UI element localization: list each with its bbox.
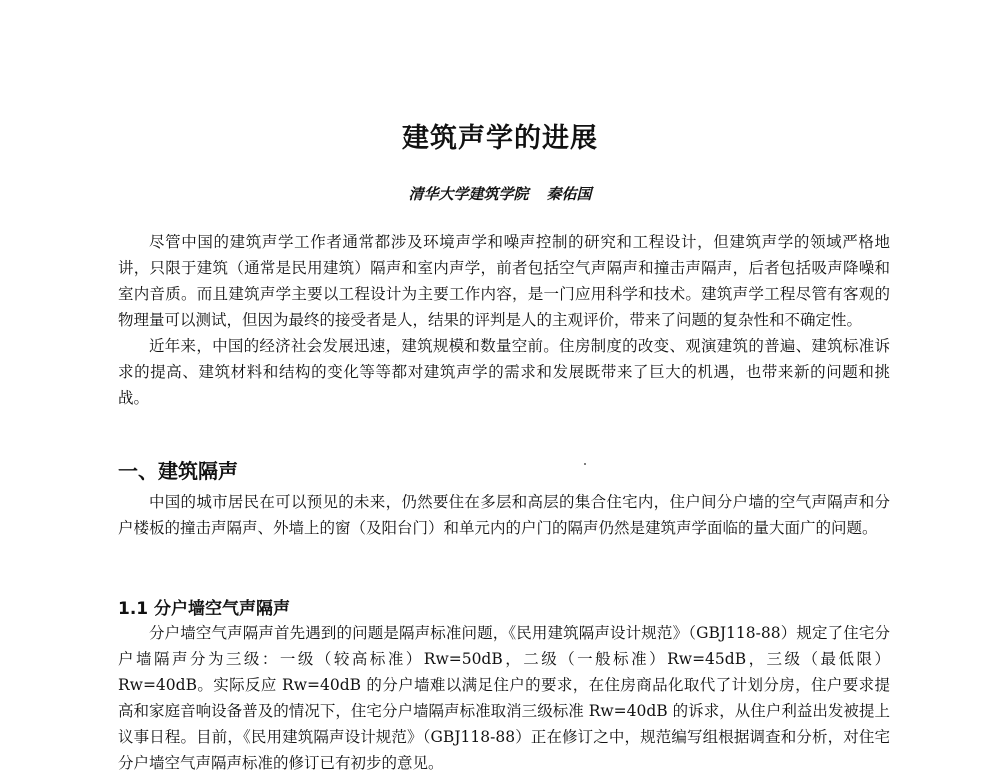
section-paragraph: 中国的城市居民在可以预见的未来，仍然要住在多层和高层的集合住宅内，住户间分户墙的空气声隔声和分户楼板的撞击声隔声、外墙上的窗（及阳台门）和单元内的户门的隔声仍然是建筑声学面临的量大面广的问题。 [118,493,890,537]
scan-speck [584,463,586,465]
byline [0,183,1000,204]
author-name: 秦佑国 [546,185,592,203]
intro-section [118,229,890,411]
section-body [118,489,890,541]
author-affiliation: 清华大学建筑学院 [408,185,529,203]
subsection-body [118,620,890,776]
subsection-heading-partition-wall: 1.1 分户墙空气声隔声 [118,599,291,619]
intro-paragraph: 尽管中国的建筑声学工作者通常都涉及环境声学和噪声控制的研究和工程设计，但建筑声学的领域严格地讲，只限于建筑（通常是民用建筑）隔声和室内声学，前者包括空气声隔声和撞击声隔声，后者包括吸声降噪和室内音质。而且建筑声学主要以工程设计为主要工作内容，是一门应用科学和技术。建筑声学工程尽管有客观的物理量可以测试，但因为最终的接受者是人，结果的评判是人的主观评价，带来了问题的复杂性和不确定性。 [118,233,890,329]
section-heading-building-insulation: 一、建筑隔声 [118,459,238,483]
intro-paragraph: 近年来，中国的经济社会发展迅速，建筑规模和数量空前。住房制度的改变、观演建筑的普遍、建筑标准诉求的提高、建筑材料和结构的变化等等都对建筑声学的需求和发展既带来了巨大的机遇，也带来新的问题和挑战。 [118,337,890,407]
subsection-paragraph: 分户墙空气声隔声首先遇到的问题是隔声标准问题，《民用建筑隔声设计规范》（GBJ118-88）规定了住宅分户墙隔声分为三级：一级（较高标准）Rw=50dB，二级（一般标准）Rw=45dB，三级（最低限）Rw=40dB。实际反应 Rw=40dB 的分户墙难以满足住户的要求，在住房商品化取代了计划分房，住户要求提高和家庭音响设备普及的情况下，住宅分户墙隔声标准取消三级标准 Rw=40dB 的诉求，从住户利益出发被提上议事日程。目前，《民用建筑隔声设计规范》（GBJ118-88）正在修订之中，规范编写组根据调查和分析，对住宅分户墙空气声隔声标准的修订已有初步的意见。 [118,624,890,772]
paper-title: 建筑声学的进展 [402,123,598,154]
